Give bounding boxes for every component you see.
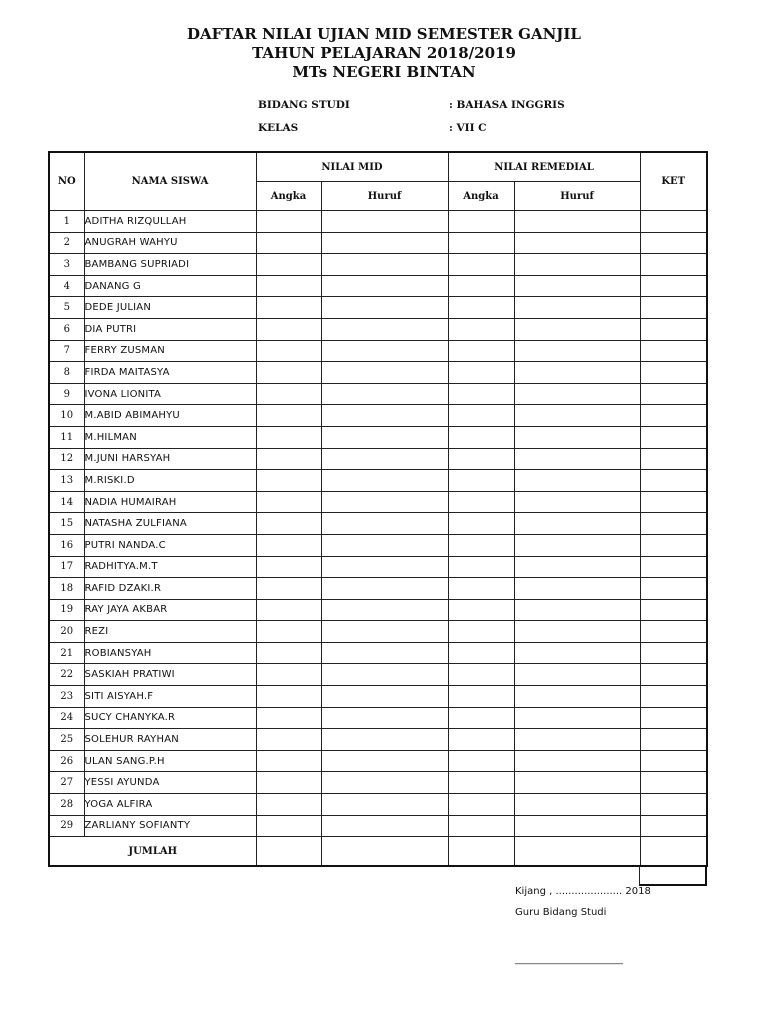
remedial-huruf-cell[interactable] (514, 599, 640, 621)
student-name: YOGA ALFIRA (84, 794, 256, 816)
row-number: 20 (49, 621, 84, 643)
mid-huruf-cell[interactable] (321, 448, 448, 470)
remedial-angka-cell[interactable] (448, 383, 514, 405)
row-number: 8 (49, 362, 84, 384)
mid-angka-cell[interactable] (256, 340, 321, 362)
student-name: M.RISKI.D (84, 470, 256, 492)
row-number: 25 (49, 729, 84, 751)
student-name: REZI (84, 621, 256, 643)
mid-huruf-cell[interactable] (321, 750, 448, 772)
remedial-angka-cell[interactable] (448, 599, 514, 621)
header-nilai-mid: NILAI MID (256, 152, 448, 182)
remedial-huruf-cell[interactable] (514, 491, 640, 513)
ket-cell[interactable] (640, 772, 707, 794)
remedial-angka-cell[interactable] (448, 405, 514, 427)
mid-huruf-cell[interactable] (321, 383, 448, 405)
student-name: FERRY ZUSMAN (84, 340, 256, 362)
mid-angka-cell[interactable] (256, 772, 321, 794)
remedial-huruf-cell[interactable] (514, 772, 640, 794)
row-number: 17 (49, 556, 84, 578)
remedial-huruf-cell[interactable] (514, 340, 640, 362)
mid-huruf-cell[interactable] (321, 772, 448, 794)
mid-angka-cell[interactable] (256, 794, 321, 816)
row-number: 18 (49, 578, 84, 600)
row-number: 4 (49, 275, 84, 297)
student-name: SOLEHUR RAYHAN (84, 729, 256, 751)
remedial-huruf-cell[interactable] (514, 750, 640, 772)
mid-huruf-cell[interactable] (321, 664, 448, 686)
remedial-angka-cell[interactable] (448, 448, 514, 470)
student-name: NADIA HUMAIRAH (84, 491, 256, 513)
table-row (49, 534, 707, 556)
total-mid-angka[interactable] (256, 837, 321, 867)
table-row (49, 621, 707, 643)
remedial-angka-cell[interactable] (448, 232, 514, 254)
mid-angka-cell[interactable] (256, 470, 321, 492)
table-row (49, 254, 707, 276)
remedial-angka-cell[interactable] (448, 491, 514, 513)
remedial-angka-cell[interactable] (448, 707, 514, 729)
student-name: NATASHA ZULFIANA (84, 513, 256, 535)
table-row (49, 275, 707, 297)
ket-cell[interactable] (640, 599, 707, 621)
remedial-huruf-cell[interactable] (514, 686, 640, 708)
student-name: BAMBANG SUPRIADI (84, 254, 256, 276)
remedial-huruf-cell[interactable] (514, 362, 640, 384)
mid-huruf-cell[interactable] (321, 491, 448, 513)
mid-huruf-cell[interactable] (321, 362, 448, 384)
remedial-angka-cell[interactable] (448, 729, 514, 751)
ket-cell[interactable] (640, 426, 707, 448)
ket-cell[interactable] (640, 340, 707, 362)
remedial-huruf-cell[interactable] (514, 426, 640, 448)
table-row (49, 383, 707, 405)
subject-value: : BAHASA INGGRIS (449, 99, 565, 111)
table-row (49, 297, 707, 319)
mid-huruf-cell[interactable] (321, 556, 448, 578)
row-number: 15 (49, 513, 84, 535)
remedial-huruf-cell[interactable] (514, 664, 640, 686)
student-name: DANANG G (84, 275, 256, 297)
student-name: RAFID DZAKI.R (84, 578, 256, 600)
row-number: 12 (49, 448, 84, 470)
table-row (49, 642, 707, 664)
header-ket: KET (640, 152, 707, 211)
row-number: 7 (49, 340, 84, 362)
row-number: 19 (49, 599, 84, 621)
student-name: ANUGRAH WAHYU (84, 232, 256, 254)
row-number: 13 (49, 470, 84, 492)
row-number: 2 (49, 232, 84, 254)
mid-huruf-cell[interactable] (321, 599, 448, 621)
remedial-angka-cell[interactable] (448, 686, 514, 708)
student-name: YESSI AYUNDA (84, 772, 256, 794)
table-row (49, 815, 707, 837)
mid-huruf-cell[interactable] (321, 297, 448, 319)
remedial-angka-cell[interactable] (448, 318, 514, 340)
mid-angka-cell[interactable] (256, 405, 321, 427)
mid-huruf-cell[interactable] (321, 686, 448, 708)
remedial-angka-cell[interactable] (448, 750, 514, 772)
table-row (49, 729, 707, 751)
ket-cell[interactable] (640, 254, 707, 276)
mid-huruf-cell[interactable] (321, 254, 448, 276)
mid-huruf-cell[interactable] (321, 470, 448, 492)
table-row (49, 362, 707, 384)
mid-huruf-cell[interactable] (321, 707, 448, 729)
header-mid-angka: Angka (256, 182, 321, 211)
student-name: FIRDA MAITASYA (84, 362, 256, 384)
remedial-angka-cell[interactable] (448, 513, 514, 535)
remedial-huruf-cell[interactable] (514, 556, 640, 578)
class-value: : VII C (449, 122, 487, 134)
ket-cell[interactable] (640, 383, 707, 405)
row-number: 26 (49, 750, 84, 772)
remedial-angka-cell[interactable] (448, 794, 514, 816)
ket-cell[interactable] (640, 664, 707, 686)
remedial-huruf-cell[interactable] (514, 534, 640, 556)
remedial-huruf-cell[interactable] (514, 405, 640, 427)
total-ket[interactable] (640, 837, 707, 867)
ket-cell[interactable] (640, 297, 707, 319)
mid-huruf-cell[interactable] (321, 729, 448, 751)
mid-angka-cell[interactable] (256, 707, 321, 729)
table-row (49, 340, 707, 362)
row-number: 16 (49, 534, 84, 556)
student-name: M.ABID ABIMAHYU (84, 405, 256, 427)
ket-cell[interactable] (640, 750, 707, 772)
student-name: ULAN SANG.P.H (84, 750, 256, 772)
mid-angka-cell[interactable] (256, 686, 321, 708)
row-number: 24 (49, 707, 84, 729)
mid-angka-cell[interactable] (256, 318, 321, 340)
remedial-angka-cell[interactable] (448, 470, 514, 492)
row-number: 27 (49, 772, 84, 794)
row-number: 10 (49, 405, 84, 427)
ket-cell[interactable] (640, 470, 707, 492)
mid-huruf-cell[interactable] (321, 815, 448, 837)
table-row (49, 707, 707, 729)
remedial-angka-cell[interactable] (448, 815, 514, 837)
mid-angka-cell[interactable] (256, 664, 321, 686)
ket-cell[interactable] (640, 794, 707, 816)
student-name: SASKIAH PRATIWI (84, 664, 256, 686)
total-remedial-angka[interactable] (448, 837, 514, 867)
remedial-angka-cell[interactable] (448, 534, 514, 556)
mid-angka-cell[interactable] (256, 599, 321, 621)
student-name: SITI AISYAH.F (84, 686, 256, 708)
remedial-angka-cell[interactable] (448, 340, 514, 362)
remedial-angka-cell[interactable] (448, 556, 514, 578)
header-no: NO (49, 152, 84, 211)
row-number: 1 (49, 211, 84, 233)
table-row (49, 405, 707, 427)
remedial-angka-cell[interactable] (448, 621, 514, 643)
mid-angka-cell[interactable] (256, 362, 321, 384)
header-remedial-angka: Angka (448, 182, 514, 211)
mid-angka-cell[interactable] (256, 642, 321, 664)
mid-angka-cell[interactable] (256, 750, 321, 772)
header-mid-huruf: Huruf (321, 182, 448, 211)
remedial-huruf-cell[interactable] (514, 448, 640, 470)
mid-huruf-cell[interactable] (321, 642, 448, 664)
remedial-huruf-cell[interactable] (514, 642, 640, 664)
table-row (49, 772, 707, 794)
student-name: DIA PUTRI (84, 318, 256, 340)
row-number: 11 (49, 426, 84, 448)
ket-extra-cell (639, 866, 707, 886)
mid-huruf-cell[interactable] (321, 534, 448, 556)
ket-cell[interactable] (640, 815, 707, 837)
row-number: 29 (49, 815, 84, 837)
ket-cell[interactable] (640, 578, 707, 600)
mid-angka-cell[interactable] (256, 426, 321, 448)
header-remedial-huruf: Huruf (514, 182, 640, 211)
mid-huruf-cell[interactable] (321, 513, 448, 535)
mid-angka-cell[interactable] (256, 534, 321, 556)
mid-angka-cell[interactable] (256, 448, 321, 470)
row-number: 5 (49, 297, 84, 319)
ket-cell[interactable] (640, 707, 707, 729)
ket-cell[interactable] (640, 448, 707, 470)
table-row (49, 750, 707, 772)
ket-cell[interactable] (640, 621, 707, 643)
mid-huruf-cell[interactable] (321, 275, 448, 297)
table-row (49, 318, 707, 340)
student-name: IVONA LIONITA (84, 383, 256, 405)
remedial-huruf-cell[interactable] (514, 621, 640, 643)
ket-cell[interactable] (640, 729, 707, 751)
mid-angka-cell[interactable] (256, 729, 321, 751)
student-name: M.HILMAN (84, 426, 256, 448)
subject-label: BIDANG STUDI (258, 99, 350, 111)
mid-angka-cell[interactable] (256, 556, 321, 578)
remedial-angka-cell[interactable] (448, 362, 514, 384)
mid-angka-cell[interactable] (256, 815, 321, 837)
remedial-huruf-cell[interactable] (514, 211, 640, 233)
ket-cell[interactable] (640, 556, 707, 578)
mid-huruf-cell[interactable] (321, 405, 448, 427)
student-name: M.JUNI HARSYAH (84, 448, 256, 470)
table-row (49, 470, 707, 492)
row-number: 6 (49, 318, 84, 340)
title-line-3: MTs NEGERI BINTAN (292, 63, 476, 81)
row-number: 28 (49, 794, 84, 816)
remedial-huruf-cell[interactable] (514, 318, 640, 340)
remedial-angka-cell[interactable] (448, 297, 514, 319)
mid-huruf-cell[interactable] (321, 578, 448, 600)
total-mid-huruf[interactable] (321, 837, 448, 867)
table-row (49, 556, 707, 578)
table-row (49, 448, 707, 470)
row-number: 3 (49, 254, 84, 276)
mid-angka-cell[interactable] (256, 621, 321, 643)
table-row (49, 232, 707, 254)
remedial-angka-cell[interactable] (448, 426, 514, 448)
header-name: NAMA SISWA (84, 152, 256, 211)
mid-huruf-cell[interactable] (321, 794, 448, 816)
ket-cell[interactable] (640, 513, 707, 535)
ket-cell[interactable] (640, 686, 707, 708)
student-name: ADITHA RIZQULLAH (84, 211, 256, 233)
mid-angka-cell[interactable] (256, 297, 321, 319)
ket-cell[interactable] (640, 211, 707, 233)
table-row (49, 426, 707, 448)
signature-line: ________________________ (515, 955, 623, 965)
mid-angka-cell[interactable] (256, 383, 321, 405)
remedial-angka-cell[interactable] (448, 275, 514, 297)
ket-cell[interactable] (640, 318, 707, 340)
ket-cell[interactable] (640, 491, 707, 513)
mid-huruf-cell[interactable] (321, 318, 448, 340)
table-row (49, 664, 707, 686)
row-number: 21 (49, 642, 84, 664)
remedial-huruf-cell[interactable] (514, 707, 640, 729)
remedial-huruf-cell[interactable] (514, 578, 640, 600)
remedial-angka-cell[interactable] (448, 664, 514, 686)
total-label: JUMLAH (49, 837, 256, 867)
ket-cell[interactable] (640, 362, 707, 384)
remedial-huruf-cell[interactable] (514, 297, 640, 319)
mid-angka-cell[interactable] (256, 232, 321, 254)
mid-huruf-cell[interactable] (321, 426, 448, 448)
mid-huruf-cell[interactable] (321, 211, 448, 233)
mid-angka-cell[interactable] (256, 513, 321, 535)
table-row (49, 599, 707, 621)
mid-angka-cell[interactable] (256, 491, 321, 513)
table-row (49, 794, 707, 816)
row-number: 9 (49, 383, 84, 405)
ket-cell[interactable] (640, 405, 707, 427)
mid-angka-cell[interactable] (256, 578, 321, 600)
row-number: 14 (49, 491, 84, 513)
remedial-angka-cell[interactable] (448, 254, 514, 276)
row-number: 23 (49, 686, 84, 708)
mid-huruf-cell[interactable] (321, 232, 448, 254)
student-name: SUCY CHANYKA.R (84, 707, 256, 729)
grades-table (48, 151, 708, 867)
ket-cell[interactable] (640, 275, 707, 297)
student-name: ZARLIANY SOFIANTY (84, 815, 256, 837)
total-remedial-huruf[interactable] (514, 837, 640, 867)
remedial-huruf-cell[interactable] (514, 729, 640, 751)
class-label: KELAS (258, 122, 299, 134)
ket-cell[interactable] (640, 642, 707, 664)
mid-huruf-cell[interactable] (321, 621, 448, 643)
remedial-huruf-cell[interactable] (514, 254, 640, 276)
remedial-huruf-cell[interactable] (514, 513, 640, 535)
table-row (49, 491, 707, 513)
remedial-huruf-cell[interactable] (514, 383, 640, 405)
student-name: PUTRI NANDA.C (84, 534, 256, 556)
table-row (49, 686, 707, 708)
mid-angka-cell[interactable] (256, 275, 321, 297)
header-nilai-remedial: NILAI REMEDIAL (448, 152, 640, 182)
remedial-angka-cell[interactable] (448, 578, 514, 600)
remedial-huruf-cell[interactable] (514, 470, 640, 492)
title-line-1: DAFTAR NILAI UJIAN MID SEMESTER GANJIL (187, 25, 581, 43)
student-rows (49, 211, 707, 837)
remedial-huruf-cell[interactable] (514, 232, 640, 254)
student-name: RAY JAYA AKBAR (84, 599, 256, 621)
remedial-angka-cell[interactable] (448, 772, 514, 794)
remedial-huruf-cell[interactable] (514, 815, 640, 837)
table-row (49, 513, 707, 535)
table-row (49, 211, 707, 233)
signature-role: Guru Bidang Studi (515, 907, 607, 918)
mid-huruf-cell[interactable] (321, 340, 448, 362)
table-row (49, 578, 707, 600)
ket-cell[interactable] (640, 534, 707, 556)
student-name: DEDE JULIAN (84, 297, 256, 319)
signature-place-date: Kijang , ..................... 2018 (515, 886, 651, 897)
ket-cell[interactable] (640, 232, 707, 254)
mid-angka-cell[interactable] (256, 254, 321, 276)
student-name: ROBIANSYAH (84, 642, 256, 664)
remedial-angka-cell[interactable] (448, 642, 514, 664)
remedial-huruf-cell[interactable] (514, 794, 640, 816)
student-name: RADHITYA.M.T (84, 556, 256, 578)
remedial-angka-cell[interactable] (448, 211, 514, 233)
mid-angka-cell[interactable] (256, 211, 321, 233)
total-row (49, 837, 707, 867)
remedial-huruf-cell[interactable] (514, 275, 640, 297)
title-line-2: TAHUN PELAJARAN 2018/2019 (252, 44, 516, 62)
row-number: 22 (49, 664, 84, 686)
